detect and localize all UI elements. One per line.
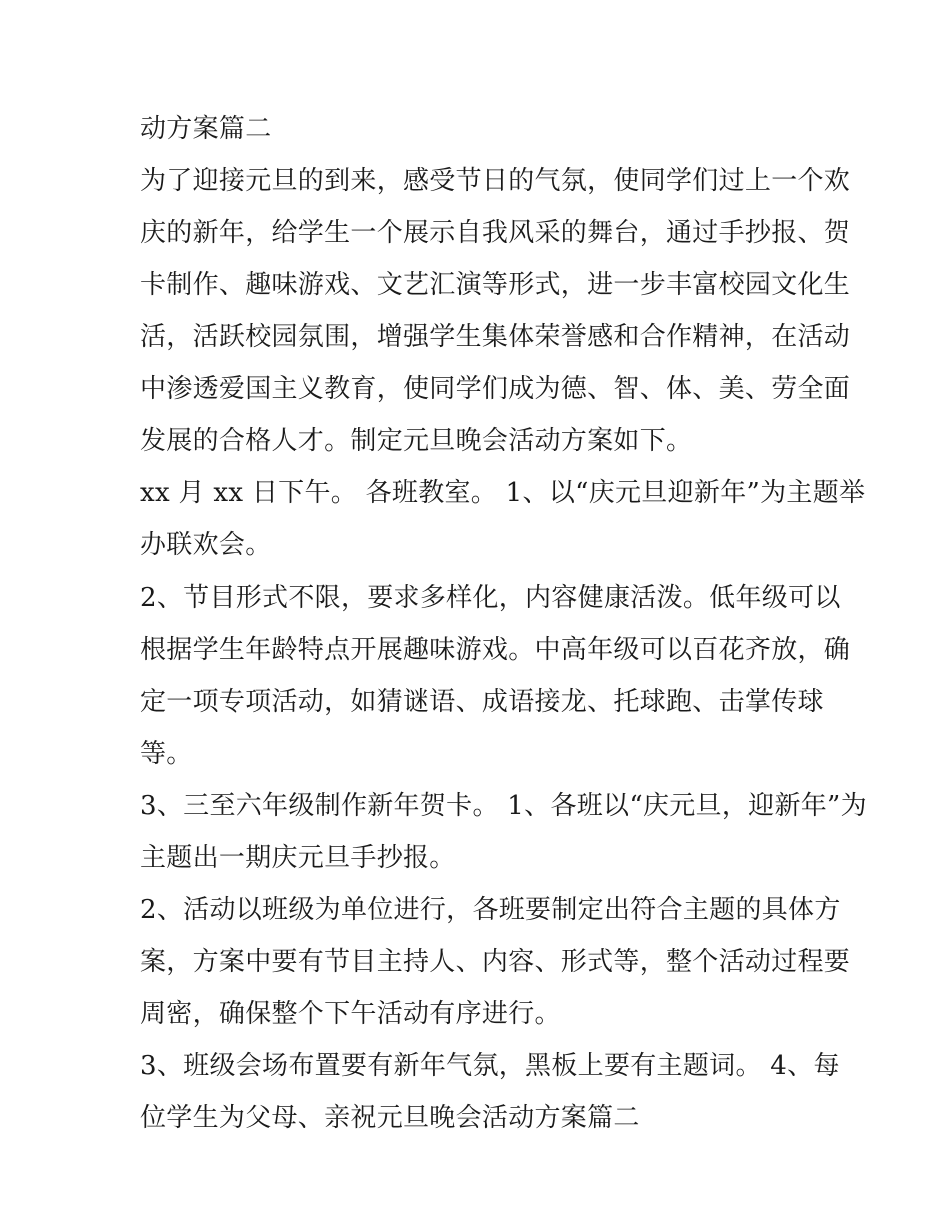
text-line: 3、三至六年级制作新年贺卡。 1、各班以“庆元旦，迎新年”为 <box>140 791 867 821</box>
text-line: 位学生为父母、亲祝元旦晚会活动方案篇二 <box>140 1103 640 1133</box>
text-line: 主题出一期庆元旦手抄报。 <box>140 843 456 873</box>
text-line: 等。 <box>140 739 193 769</box>
text-line: 案，方案中要有节目主持人、内容、形式等，整个活动过程要 <box>140 947 851 977</box>
text-line: 发展的合格人才。制定元旦晚会活动方案如下。 <box>140 426 693 456</box>
text-line: 动方案篇二 <box>140 114 272 144</box>
text-line: 卡制作、趣味游戏、文艺汇演等形式，进一步丰富校园文化生 <box>140 270 851 300</box>
text-line: 为了迎接元旦的到来，感受节日的气氛，使同学们过上一个欢 <box>140 166 851 196</box>
text-line: 2、节目形式不限，要求多样化，内容健康活泼。低年级可以 <box>140 583 841 613</box>
text-line: 庆的新年，给学生一个展示自我风采的舞台，通过手抄报、贺 <box>140 218 851 248</box>
text-line: 活，活跃校园氛围，增强学生集体荣誉感和合作精神，在活动 <box>140 322 851 352</box>
text-line: 3、班级会场布置要有新年气氛，黑板上要有主题词。 4、每 <box>140 1051 840 1081</box>
text-line: 2、活动以班级为单位进行，各班要制定出符合主题的具体方 <box>140 895 841 925</box>
text-line: 周密，确保整个下午活动有序进行。 <box>140 999 561 1029</box>
text-line: 中渗透爱国主义教育，使同学们成为德、智、体、美、劳全面 <box>140 374 851 404</box>
text-line: 定一项专项活动，如猜谜语、成语接龙、托球跑、击掌传球 <box>140 687 824 717</box>
text-line: xx 月 xx 日下午。 各班教室。 1、以“庆元旦迎新年”为主题举 <box>140 478 866 508</box>
text-line: 办联欢会。 <box>140 530 272 560</box>
text-line: 根据学生年龄特点开展趣味游戏。中高年级可以百花齐放，确 <box>140 635 851 665</box>
